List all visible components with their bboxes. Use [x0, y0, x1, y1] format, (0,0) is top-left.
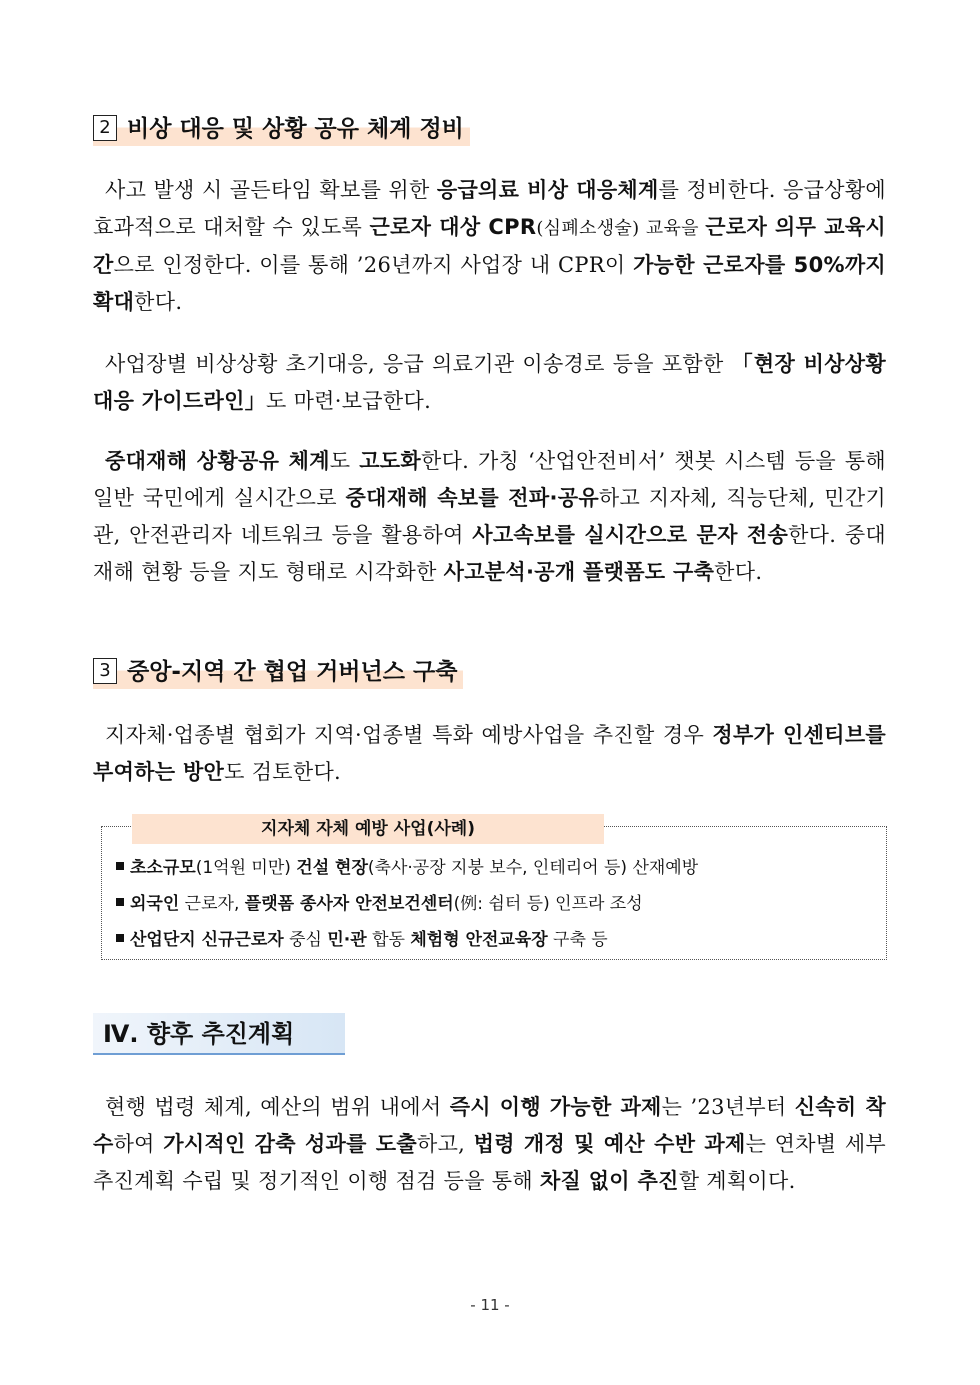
- case-box-title: 지자체 자체 예방 사업(사례): [132, 814, 604, 844]
- square-bullet-icon: [116, 934, 124, 942]
- section-number-box: 3: [93, 658, 117, 684]
- page-number: - 11 -: [470, 1296, 510, 1314]
- paragraph-situation-sharing: 중대재해 상황공유 체계도 고도화한다. 가칭 ‘산업안전비서’ 챗봇 시스템 등을 통해 일반 국민에게 실시간으로 중대재해 속보를 전파·공유하고 지자체, 직능단체, 민간기관, 안전관리자 네트워크 등을 활용하여 사고속보를 실시간으로 문자 전송한다. 중대재해 현황 등을 지도 형태로 시각화한 사고분석·공개 플랫폼도 구축한다.: [93, 449, 886, 584]
- section-heading-3: [93, 655, 463, 689]
- paragraph-emergency-response: 사고 발생 시 골든타임 확보를 위한 응급의료 비상 대응체계를 정비한다. 응급상황에 효과적으로 대처할 수 있도록 근로자 대상 CPR(심폐소생술) 교육을 근로자 의무 교육시간으로 인정한다. 이를 통해 ’26년까지 사업장 내 CPR이 가능한 근로자를 50%까지 확대한다.: [93, 178, 886, 314]
- paragraph-guideline: 사업장별 비상상황 초기대응, 응급 의료기관 이송경로 등을 포함한 「현장 비상상황 대응 가이드라인」도 마련·보급한다.: [93, 352, 886, 413]
- square-bullet-icon: [116, 862, 124, 870]
- paragraph-incentive: 지자체·업종별 협회가 지역·업종별 특화 예방사업을 추진할 경우 정부가 인센티브를 부여하는 방안도 검토한다.: [93, 723, 886, 784]
- paragraph-future-plan: 현행 법령 체계, 예산의 범위 내에서 즉시 이행 가능한 과제는 ’23년부터 신속히 착수하여 가시적인 감축 성과를 도출하고, 법령 개정 및 예산 수반 과제는 연차별 세부 추진계획 수립 및 정기적인 이행 점검 등을 통해 차질 없이 추진할 계획이다.: [93, 1095, 887, 1193]
- chapter-heading: Ⅳ. 향후 추진계획: [93, 1013, 345, 1055]
- section-number-box: 2: [93, 115, 117, 141]
- section-heading-2: [93, 112, 470, 146]
- case-item: 초소규모(1억원 미만) 건설 현장(축사·공장 지붕 보수, 인테리어 등) 산재예방: [116, 855, 876, 881]
- case-item: 외국인 근로자, 플랫폼 종사자 안전보건센터(例: 쉼터 등) 인프라 조성: [116, 891, 876, 917]
- case-item: 산업단지 신규근로자 중심 민·관 합동 체험형 안전교육장 구축 등: [116, 927, 876, 953]
- square-bullet-icon: [116, 898, 124, 906]
- section-title: 비상 대응 및 상황 공유 체계 정비: [127, 116, 464, 142]
- section-title: 중앙-지역 간 협업 거버넌스 구축: [127, 659, 458, 685]
